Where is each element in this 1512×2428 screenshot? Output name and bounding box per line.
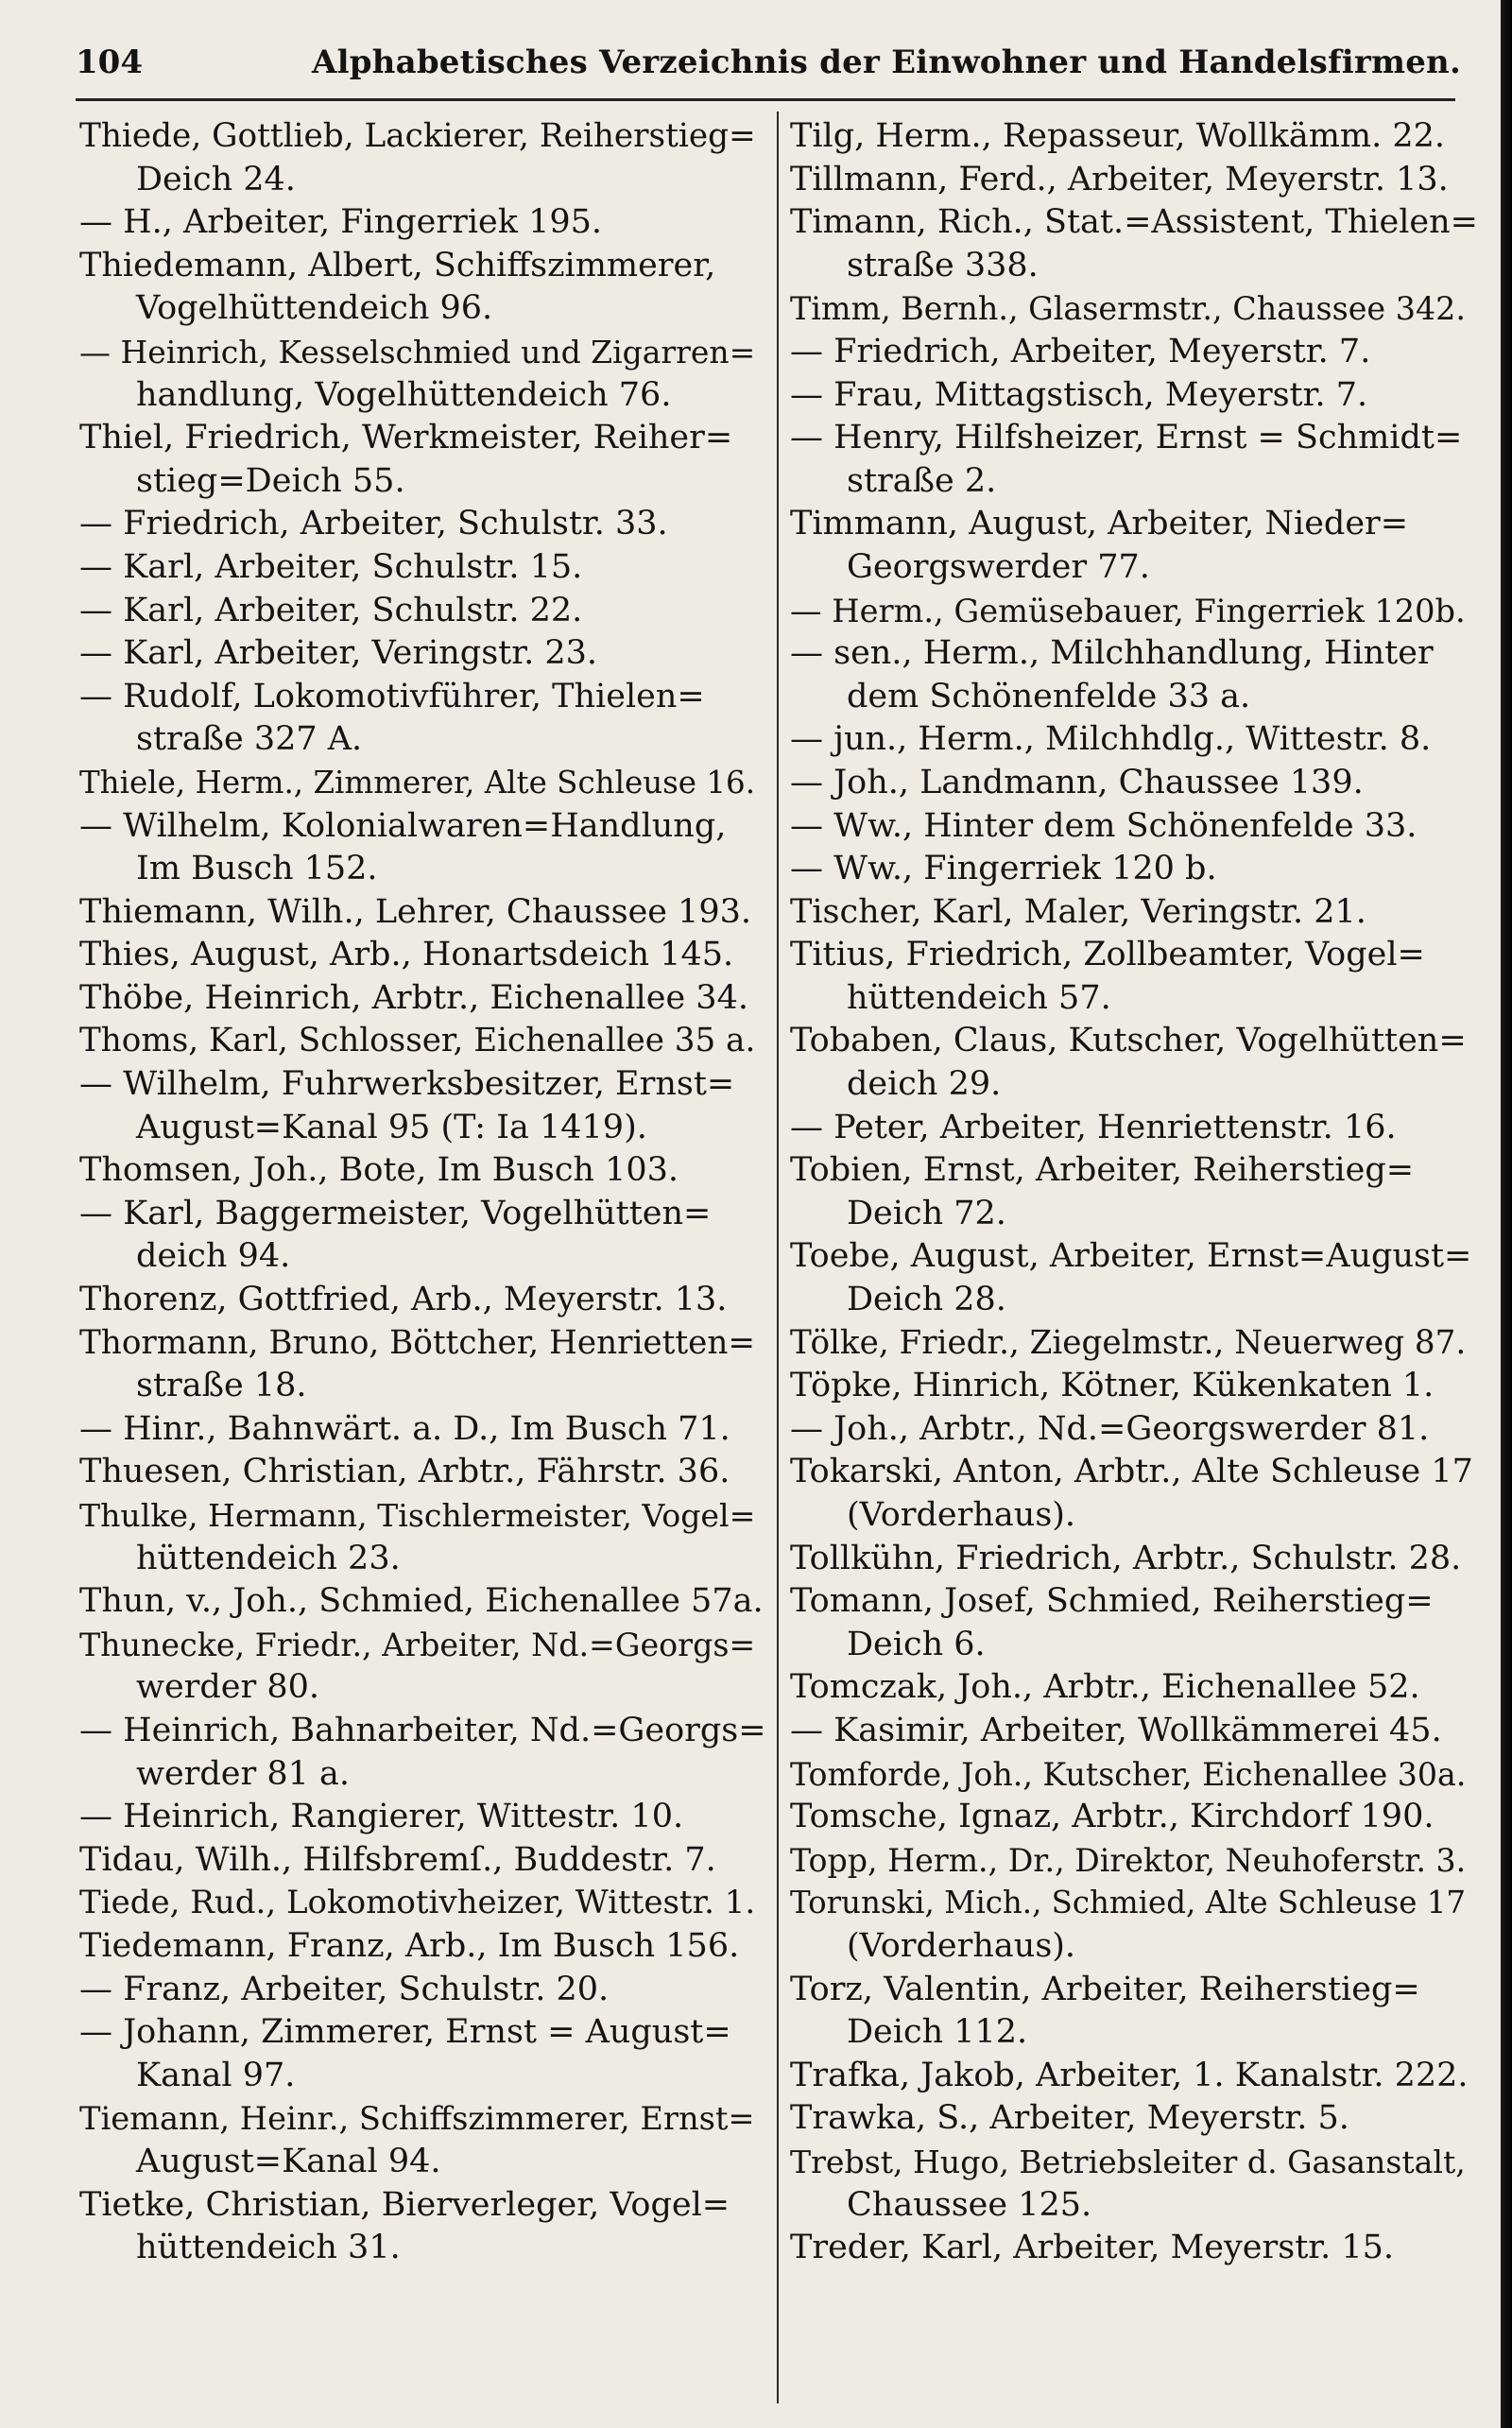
directory-entry bbox=[79, 1580, 769, 1624]
directory-entry bbox=[79, 1710, 769, 1796]
directory-entry bbox=[790, 762, 1480, 805]
entry-line: Timann, Rich., Stat.=Assistent, Thielen= bbox=[790, 203, 1478, 242]
entry-line: — Ww., Fingerriek 120 b. bbox=[790, 850, 1217, 888]
directory-entry bbox=[790, 374, 1480, 418]
entry-continuation-line: hüttendeich 57. bbox=[847, 978, 1111, 1017]
entry-continuation-line: Vogelhüttendeich 96. bbox=[136, 289, 493, 328]
directory-entry bbox=[790, 848, 1480, 891]
entry-line: Trebst, Hugo, Betriebsleiter d. Gasanstalt, bbox=[790, 2143, 1466, 2180]
directory-entry bbox=[79, 1624, 769, 1710]
entry-continuation-line: (Vorderhaus). bbox=[847, 1926, 1076, 1965]
entry-line: — Wilhelm, Kolonialwaren=Handlung, bbox=[79, 806, 727, 845]
entry-line: — Herm., Gemüsebauer, Fingerriek 120b. bbox=[790, 592, 1466, 629]
directory-entry bbox=[790, 1538, 1480, 1581]
entry-line: Thiemann, Wilh., Lehrer, Chaussee 193. bbox=[79, 892, 752, 931]
entry-line: Thöbe, Heinrich, Arbtr., Eichenallee 34. bbox=[79, 978, 748, 1017]
directory-entry bbox=[79, 1322, 769, 1408]
entry-line: Tillmann, Ferd., Arbeiter, Meyerstr. 13. bbox=[790, 160, 1449, 198]
directory-entry bbox=[79, 201, 769, 245]
directory-entry bbox=[79, 115, 769, 201]
entry-line: — Joh., Arbtr., Nd.=Georgswerder 81. bbox=[790, 1409, 1430, 1448]
entry-line: Thorenz, Gottfried, Arb., Meyerstr. 13. bbox=[79, 1281, 728, 1319]
entry-continuation-line: Deich 28. bbox=[847, 1281, 1006, 1319]
entry-continuation-line: stieg=Deich 55. bbox=[136, 461, 405, 500]
entry-line: — Kasimir, Arbeiter, Wollkämmerei 45. bbox=[790, 1711, 1442, 1749]
entry-continuation-line: Deich 6. bbox=[847, 1625, 986, 1663]
entry-line: — Heinrich, Bahnarbeiter, Nd.=Georgs= bbox=[79, 1711, 766, 1749]
directory-entry bbox=[790, 1580, 1480, 1666]
entry-line: Thiedemann, Albert, Schiffszimmerer, bbox=[79, 246, 716, 284]
entry-line: — Johann, Zimmerer, Ernst = August= bbox=[79, 2013, 731, 2052]
directory-entry bbox=[790, 1710, 1480, 1753]
entry-line: Tobien, Ernst, Arbeiter, Reiherstieg= bbox=[790, 1151, 1415, 1190]
entry-line: — H., Arbeiter, Fingerriek 195. bbox=[79, 203, 603, 242]
entry-line: Thoms, Karl, Schlosser, Eichenallee 35 a. bbox=[79, 1022, 756, 1060]
entry-line: — Rudolf, Lokomotivführer, Thielen= bbox=[79, 677, 705, 715]
entry-line: Tobaben, Claus, Kutscher, Vogelhütten= bbox=[790, 1022, 1467, 1060]
directory-entry bbox=[790, 287, 1480, 331]
entry-line: Torunski, Mich., Schmied, Alte Schleuse 17 bbox=[790, 1885, 1466, 1921]
left-column bbox=[79, 115, 769, 2270]
running-title: Alphabetisches Verzeichnis der Einwohner und Handelsfirmen. bbox=[312, 43, 1461, 81]
directory-entry bbox=[79, 546, 769, 590]
entry-line: Tiedemann, Franz, Arb., Im Busch 156. bbox=[79, 1926, 740, 1965]
header-rule bbox=[76, 98, 1455, 101]
directory-entry bbox=[790, 1666, 1480, 1710]
entry-line: — Ww., Hinter dem Schönenfelde 33. bbox=[790, 806, 1418, 845]
directory-entry bbox=[79, 1063, 769, 1149]
directory-entry bbox=[790, 1020, 1480, 1106]
entry-continuation-line: August=Kanal 94. bbox=[136, 2142, 441, 2180]
entry-line: Tollkühn, Friedrich, Arbtr., Schulstr. 28. bbox=[790, 1539, 1462, 1577]
directory-entry bbox=[790, 2097, 1480, 2141]
entry-continuation-line: hüttendeich 23. bbox=[136, 1539, 401, 1577]
entry-continuation-line: straße 327 A. bbox=[136, 720, 363, 759]
directory-entry bbox=[790, 1149, 1480, 1235]
entry-line: Thomsen, Joh., Bote, Im Busch 103. bbox=[79, 1151, 679, 1190]
entry-line: Topp, Herm., Dr., Direktor, Neuhoferstr. 3. bbox=[790, 1841, 1467, 1879]
entry-line: Titius, Friedrich, Zollbeamter, Vogel= bbox=[790, 936, 1425, 974]
entry-line: — Hinr., Bahnwärt. a. D., Im Busch 71. bbox=[79, 1409, 730, 1448]
entry-line: — Friedrich, Arbeiter, Meyerstr. 7. bbox=[790, 332, 1371, 370]
entry-line: — Heinrich, Rangierer, Wittestr. 10. bbox=[79, 1798, 684, 1836]
entry-line: Torz, Valentin, Arbeiter, Reiherstieg= bbox=[790, 1970, 1420, 2008]
directory-entry bbox=[790, 503, 1480, 589]
entry-line: Trafka, Jakob, Arbeiter, 1. Kanalstr. 222. bbox=[790, 2056, 1469, 2094]
directory-entry bbox=[79, 1925, 769, 1969]
directory-entry bbox=[790, 417, 1480, 503]
entry-continuation-line: Im Busch 152. bbox=[136, 850, 378, 888]
directory-entry bbox=[790, 1365, 1480, 1408]
entry-continuation-line: Deich 72. bbox=[847, 1194, 1006, 1232]
directory-entry bbox=[79, 977, 769, 1021]
directory-entry bbox=[790, 2141, 1480, 2227]
entry-line: Thiele, Herm., Zimmerer, Alte Schleuse 16. bbox=[79, 764, 756, 801]
entry-continuation-line: Deich 112. bbox=[847, 2013, 1028, 2052]
entry-line: Thun, v., Joh., Schmied, Eichenallee 57a. bbox=[79, 1582, 764, 1621]
entry-line: Tiemann, Heinr., Schiffszimmerer, Ernst= bbox=[79, 2100, 755, 2138]
entry-continuation-line: hüttendeich 31. bbox=[136, 2229, 401, 2267]
entry-line: Tischer, Karl, Maler, Veringstr. 21. bbox=[790, 892, 1366, 931]
directory-entry bbox=[79, 245, 769, 331]
directory-entry bbox=[790, 1839, 1480, 1883]
directory-entry bbox=[790, 891, 1480, 935]
entry-line: — Peter, Arbeiter, Henriettenstr. 16. bbox=[790, 1108, 1397, 1146]
entry-line: — Karl, Arbeiter, Schulstr. 15. bbox=[79, 547, 583, 586]
entry-continuation-line: deich 29. bbox=[847, 1065, 1002, 1104]
directory-entry bbox=[790, 2055, 1480, 2098]
entry-continuation-line: Deich 24. bbox=[136, 160, 296, 198]
entry-line: Tilg, Herm., Repasseur, Wollkämm. 22. bbox=[790, 117, 1445, 155]
entry-continuation-line: August=Kanal 95 (T: Ia 1419). bbox=[136, 1108, 647, 1146]
entry-continuation-line: handlung, Vogelhüttendeich 76. bbox=[136, 375, 672, 414]
directory-entry bbox=[790, 1451, 1480, 1537]
directory-entry bbox=[79, 1494, 769, 1580]
entry-continuation-line: (Vorderhaus). bbox=[847, 1496, 1076, 1534]
entry-line: Tiede, Rud., Lokomotivheizer, Wittestr. 1. bbox=[79, 1884, 756, 1922]
entry-continuation-line: straße 18. bbox=[136, 1367, 307, 1405]
directory-entry bbox=[79, 676, 769, 762]
directory-entry bbox=[790, 1796, 1480, 1839]
entry-continuation-line: deich 94. bbox=[136, 1237, 291, 1276]
entry-line: Tomsche, Ignaz, Arbtr., Kirchdorf 190. bbox=[790, 1798, 1435, 1836]
entry-line: Thunecke, Friedr., Arbeiter, Nd.=Georgs= bbox=[79, 1626, 756, 1663]
directory-entry bbox=[790, 201, 1480, 287]
entry-line: Thiel, Friedrich, Werkmeister, Reiher= bbox=[79, 419, 733, 457]
entry-line: Tomczak, Joh., Arbtr., Eichenallee 52. bbox=[790, 1668, 1420, 1707]
entry-line: Timmann, August, Arbeiter, Nieder= bbox=[790, 505, 1409, 543]
directory-entry bbox=[79, 1408, 769, 1452]
directory-entry bbox=[790, 1408, 1480, 1452]
entry-line: Thies, August, Arb., Honartsdeich 145. bbox=[79, 936, 734, 974]
entry-line: — Wilhelm, Fuhrwerksbesitzer, Ernst= bbox=[79, 1065, 735, 1104]
directory-entry bbox=[79, 1882, 769, 1925]
directory-entry bbox=[790, 632, 1480, 718]
directory-entry bbox=[79, 503, 769, 546]
page-header bbox=[76, 34, 1461, 91]
entry-line: Töpke, Hinrich, Kötner, Kükenkaten 1. bbox=[790, 1367, 1435, 1405]
directory-entry bbox=[79, 417, 769, 503]
entry-continuation-line: werder 81 a. bbox=[136, 1754, 351, 1793]
directory-entry bbox=[79, 1839, 769, 1883]
directory-entry bbox=[79, 1969, 769, 2012]
directory-entry bbox=[790, 1235, 1480, 1321]
entry-line: Tomann, Josef, Schmied, Reiherstieg= bbox=[790, 1582, 1434, 1621]
entry-line: Thormann, Bruno, Böttcher, Henrietten= bbox=[79, 1323, 755, 1362]
entry-line: — sen., Herm., Milchhandlung, Hinter bbox=[790, 634, 1434, 673]
directory-entry bbox=[79, 1020, 769, 1063]
directory-entry bbox=[790, 1882, 1480, 1968]
right-column bbox=[790, 115, 1480, 2270]
directory-entry bbox=[790, 2227, 1480, 2270]
entry-line: — Frau, Mittagstisch, Meyerstr. 7. bbox=[790, 375, 1368, 414]
directory-entry bbox=[79, 1279, 769, 1322]
entry-line: Treder, Karl, Arbeiter, Meyerstr. 15. bbox=[790, 2229, 1395, 2267]
entry-line: — jun., Herm., Milchhdlg., Wittestr. 8. bbox=[790, 720, 1432, 759]
entry-line: Thulke, Hermann, Tischlermeister, Vogel= bbox=[79, 1497, 756, 1534]
entry-line: Tidau, Wilh., Hilfsbremſ., Buddestr. 7. bbox=[79, 1840, 716, 1879]
entry-line: Tokarski, Anton, Arbtr., Alte Schleuse 17 bbox=[790, 1453, 1473, 1491]
entry-line: Tietke, Christian, Bierverleger, Vogel= bbox=[79, 2185, 730, 2224]
entry-line: Thiede, Gottlieb, Lackierer, Reiherstieg= bbox=[79, 117, 756, 155]
directory-entry bbox=[79, 762, 769, 805]
entry-continuation-line: straße 2. bbox=[847, 461, 997, 500]
directory-entry bbox=[790, 805, 1480, 849]
directory-entry bbox=[79, 1149, 769, 1193]
page-number: 104 bbox=[76, 43, 143, 81]
entry-line: — Friedrich, Arbeiter, Schulstr. 33. bbox=[79, 505, 668, 543]
entry-line: Toebe, August, Arbeiter, Ernst=August= bbox=[790, 1237, 1472, 1276]
directory-entry bbox=[790, 1107, 1480, 1150]
directory-entry bbox=[79, 1193, 769, 1279]
directory-entry bbox=[79, 1796, 769, 1839]
entry-continuation-line: werder 80. bbox=[136, 1668, 320, 1707]
entry-continuation-line: Kanal 97. bbox=[136, 2056, 296, 2094]
directory-entry bbox=[790, 1322, 1480, 1366]
entry-line: — Joh., Landmann, Chaussee 139. bbox=[790, 763, 1364, 801]
entry-continuation-line: Georgswerder 77. bbox=[847, 547, 1150, 586]
entry-continuation-line: dem Schönenfelde 33 a. bbox=[847, 677, 1251, 715]
directory-entry bbox=[79, 2184, 769, 2270]
directory-entry bbox=[79, 590, 769, 633]
directory-entry bbox=[790, 1969, 1480, 2055]
entry-continuation-line: straße 338. bbox=[847, 246, 1039, 284]
entry-line: Tomforde, Joh., Kutscher, Eichenallee 30a. bbox=[790, 1755, 1467, 1793]
entry-line: Trawka, S., Arbeiter, Meyerstr. 5. bbox=[790, 2099, 1349, 2138]
directory-entry bbox=[79, 2011, 769, 2097]
entry-continuation-line: Chaussee 125. bbox=[847, 2185, 1092, 2224]
entry-line: Timm, Bernh., Glasermstr., Chaussee 342. bbox=[790, 290, 1466, 328]
directory-entry bbox=[79, 632, 769, 676]
directory-entry bbox=[79, 2097, 769, 2183]
entry-line: — Franz, Arbeiter, Schulstr. 20. bbox=[79, 1970, 610, 2008]
entry-line: — Karl, Arbeiter, Veringstr. 23. bbox=[79, 634, 598, 673]
directory-entry bbox=[790, 1753, 1480, 1797]
directory-entry bbox=[790, 934, 1480, 1020]
directory-entry bbox=[79, 934, 769, 977]
directory-entry bbox=[790, 590, 1480, 633]
directory-entry bbox=[79, 331, 769, 417]
entry-line: — Karl, Baggermeister, Vogelhütten= bbox=[79, 1194, 712, 1232]
entry-line: Tölke, Friedr., Ziegelmstr., Neuerweg 87. bbox=[790, 1323, 1467, 1362]
directory-entry bbox=[79, 1451, 769, 1494]
directory-entry bbox=[790, 159, 1480, 202]
entry-line: — Heinrich, Kesselschmied und Zigarren= bbox=[79, 333, 756, 370]
entry-line: Thuesen, Christian, Arbtr., Fährstr. 36. bbox=[79, 1453, 730, 1491]
entry-line: — Karl, Arbeiter, Schulstr. 22. bbox=[79, 591, 583, 629]
directory-entry bbox=[790, 718, 1480, 762]
entry-line: — Henry, Hilfsheizer, Ernst = Schmidt= bbox=[790, 419, 1463, 457]
column-divider bbox=[777, 112, 779, 2403]
directory-entry bbox=[790, 115, 1480, 159]
directory-entry bbox=[790, 331, 1480, 374]
directory-entry bbox=[79, 891, 769, 935]
directory-entry bbox=[79, 805, 769, 891]
